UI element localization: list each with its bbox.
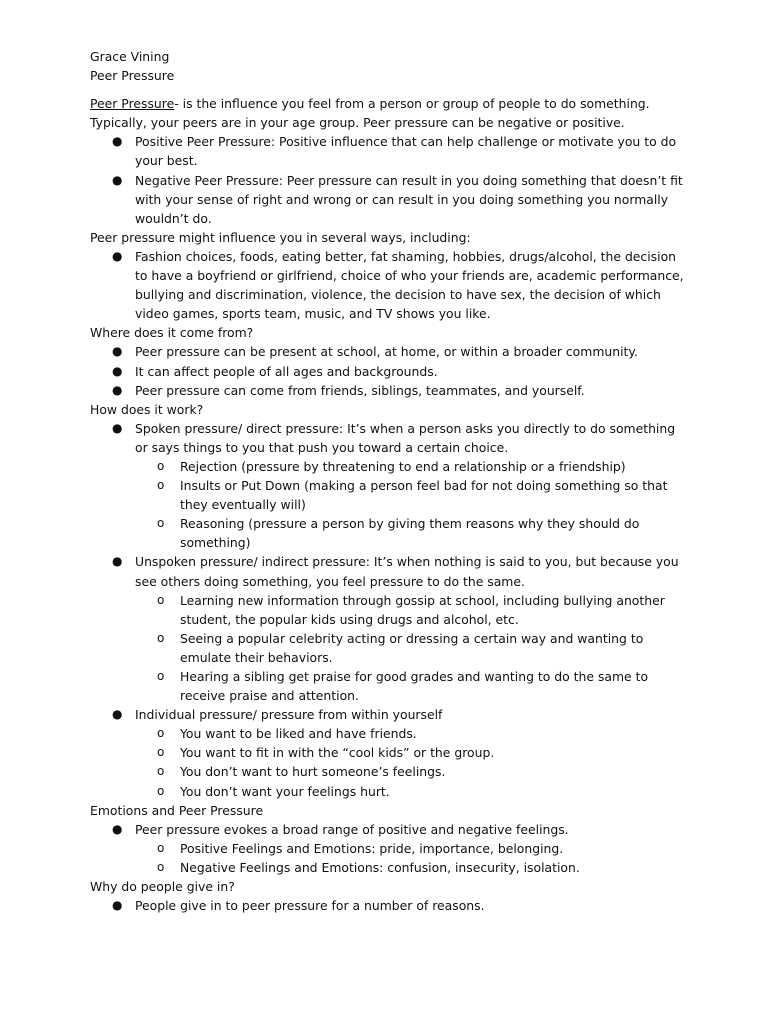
bullet-icon: ● xyxy=(112,382,123,397)
sublist-item: o You want to be liked and have friends. xyxy=(135,724,690,743)
sublist-item: o You don’t want to hurt someone’s feelings. xyxy=(135,762,690,781)
sublist-item: o Seeing a popular celebrity acting or dressing a certain way and wanting to emulate their behaviors. xyxy=(157,630,644,665)
influence-list xyxy=(90,247,690,323)
list-item: ● Peer pressure can be present at school, at home, or within a broader community. xyxy=(90,342,690,361)
sublist-item: o Learning new information through gossip at school, including bullying another student, the popular kids using drugs and alcohol, etc. xyxy=(157,592,665,627)
section-heading-emotions: Emotions and Peer Pressure xyxy=(90,802,264,818)
definition-text: - is the influence you feel from a person or group of people to do something. Typically, your peers are in your age group. Peer pressure can be negative or positive. xyxy=(90,96,650,131)
circle-bullet-icon: o xyxy=(157,745,165,760)
sublist-item: o You want to fit in with the “cool kids” or the group. xyxy=(135,743,690,762)
unspoken-sublist xyxy=(135,591,690,706)
spacer xyxy=(90,85,690,94)
why-list xyxy=(90,896,690,915)
section-heading-how: How does it work? xyxy=(90,401,204,417)
circle-bullet-icon: o xyxy=(157,840,165,855)
bullet-icon: ● xyxy=(112,363,123,378)
circle-bullet-icon: o xyxy=(157,859,165,874)
circle-bullet-icon: o xyxy=(157,669,165,683)
list-item: ● Fashion choices, foods, eating better, fat shaming, hobbies, drugs/alcohol, the decision to have a boyfriend or girlfriend, choice of who your friends are, academic performance, bullying and discrimination, violence, the decision to have sex, the decision of which video games, sports team, music, and TV shows you like. xyxy=(112,248,684,322)
list-item: ● Peer pressure evokes a broad range of positive and negative feelings. o Positive Feelings and Emotions: pride, importance, belonging. o Negative Feelings and Emotions: confusion, insecurity, isolation. xyxy=(90,820,690,877)
emotions-list xyxy=(90,820,690,877)
section-heading-why: Why do people give in? xyxy=(90,879,235,895)
bullet-icon: ● xyxy=(112,134,123,149)
circle-bullet-icon: o xyxy=(157,630,165,645)
bullet-icon: ● xyxy=(112,898,123,913)
sublist-item: o Reasoning (pressure a person by giving them reasons why they should do something) xyxy=(157,516,640,551)
list-item: ● Unspoken pressure/ indirect pressure: It’s when nothing is said to you, but because you see others doing something, you feel pressure to do the same. o Learning new information through gossip at school, including bullying another student, the popular kids using drugs and alcohol, etc. o Seeing a popular celebrity acting or dressing a certain way and wanting to emulate their behaviors. o Hearing a sibling get praise for good grades and wanting to do the same to receive praise and attention. xyxy=(90,552,690,705)
how-list xyxy=(90,419,690,801)
bullet-icon: ● xyxy=(112,344,123,359)
sublist-item: o Positive Feelings and Emotions: pride, importance, belonging. xyxy=(135,839,690,858)
list-item: ● Peer pressure can come from friends, siblings, teammates, and yourself. xyxy=(90,381,690,400)
bullet-icon: ● xyxy=(112,554,123,569)
list-item: ● Individual pressure/ pressure from within yourself o You want to be liked and have friends. o You want to fit in with the “cool kids” or the group. o You don’t want to hurt someone’s feelings. o You don’t want your feelings hurt. xyxy=(90,705,690,800)
definition-list xyxy=(90,132,690,227)
bullet-icon: ● xyxy=(112,172,123,187)
list-item: ● It can affect people of all ages and backgrounds. xyxy=(90,362,690,381)
individual-sublist xyxy=(135,724,690,800)
circle-bullet-icon: o xyxy=(157,783,165,798)
circle-bullet-icon: o xyxy=(157,726,165,741)
circle-bullet-icon: o xyxy=(157,458,165,473)
section-heading-where: Where does it come from? xyxy=(90,325,254,341)
definition-paragraph xyxy=(90,94,690,132)
definition-term: Peer Pressure xyxy=(90,96,175,112)
bullet-icon: ● xyxy=(112,420,123,435)
bullet-icon: ● xyxy=(112,707,123,722)
sublist-item: o Negative Feelings and Emotions: confusion, insecurity, isolation. xyxy=(135,858,690,877)
list-item: ● People give in to peer pressure for a number of reasons. xyxy=(90,896,690,915)
where-list xyxy=(90,342,690,399)
circle-bullet-icon: o xyxy=(157,592,165,607)
bullet-icon: ● xyxy=(112,248,123,263)
sublist-item: o Insults or Put Down (making a person feel bad for not doing something so that they eventually will) xyxy=(157,478,668,513)
sublist-item: o Rejection (pressure by threatening to end a relationship or a friendship) xyxy=(135,457,690,476)
circle-bullet-icon: o xyxy=(157,764,165,779)
spoken-sublist xyxy=(135,457,690,552)
circle-bullet-icon: o xyxy=(157,478,165,493)
list-item: ● Spoken pressure/ direct pressure: It’s when a person asks you directly to do something or says things to you that push you toward a certain choice. o Rejection (pressure by threatening to end a relationship or a friendship) o Insults or Put Down (making a person feel bad for not doing something so that they eventually will) o Reasoning (pressure a person by giving them reasons why they should do something) xyxy=(90,419,690,553)
list-item: ● Negative Peer Pressure: Peer pressure can result in you doing something that doesn’t fit with your sense of right and wrong or can result in you doing something you normally wouldn’t do. xyxy=(112,172,683,226)
emotions-sublist xyxy=(135,839,690,877)
sublist-item: o Hearing a sibling get praise for good grades and wanting to do the same to receive praise and attention. xyxy=(157,669,649,704)
list-item: ● Positive Peer Pressure: Positive influence that can help challenge or motivate you to do your best. xyxy=(112,134,677,169)
sublist-item: o You don’t want your feelings hurt. xyxy=(135,782,690,801)
document-page xyxy=(90,47,690,915)
author-name: Grace Vining xyxy=(90,49,170,64)
section-heading-influence: Peer pressure might influence you in several ways, including: xyxy=(90,229,471,245)
document-title: Peer Pressure xyxy=(90,68,175,84)
bullet-icon: ● xyxy=(112,821,123,836)
circle-bullet-icon: o xyxy=(157,516,165,531)
